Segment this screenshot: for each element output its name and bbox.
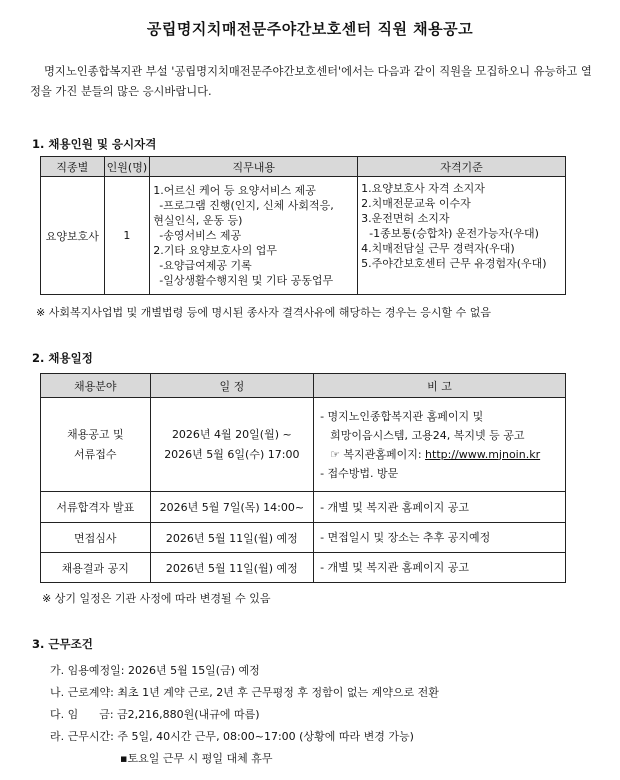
intro-paragraph: 명지노인종합복지관 부설 '공립명지치매전문주야간보호센터'에서는 다음과 같이 직원을 모집하오니 유능하고 열정을 가진 분들의 많은 응시바랍니다. — [30, 65, 592, 98]
table-row — [41, 523, 566, 553]
remarks-cell: - 개별 및 복지관 홈페이지 공고 — [314, 553, 566, 583]
schedule-cell: 2026년 4월 20일(월) ~ 2026년 5월 6일(수) 17:00 — [150, 398, 313, 492]
section-2-note: ※ 상기 일정은 기관 사정에 따라 변경될 수 있음 — [42, 592, 271, 605]
field-cell: 채용결과 공지 — [41, 553, 151, 583]
duties-cell — [150, 177, 358, 295]
section-1-heading: 1. 채용인원 및 응시자격 — [32, 137, 157, 151]
duty-line: -송영서비스 제공 — [159, 229, 242, 242]
section-3-heading: 3. 근무조건 — [32, 637, 93, 651]
qualification-line: 2.치매전문교육 이수자 — [361, 197, 471, 210]
section-2-heading: 2. 채용일정 — [32, 351, 93, 365]
remarks-cell: - 개별 및 복지관 홈페이지 공고 — [314, 492, 566, 523]
header-field: 채용분야 — [41, 374, 151, 398]
table-row — [41, 492, 566, 523]
conditions-list — [50, 660, 439, 770]
duty-line: -일상생활수행지원 및 기타 공동업무 — [159, 274, 334, 287]
table-row — [41, 398, 566, 492]
qualification-line: 5.주야간보호센터 근무 유경험자(우대) — [361, 257, 547, 270]
header-job: 직종별 — [41, 157, 105, 177]
qualification-line: 4.치매전담실 근무 경력자(우대) — [361, 242, 515, 255]
list-item: 다. 임 금: 금2,216,880원(내규에 따름) — [50, 708, 260, 721]
list-item: 라. 근무시간: 주 5일, 40시간 근무, 08:00~17:00 (상황에 따라 변경 가능) — [50, 730, 414, 743]
section-1-note: ※ 사회복지사업법 및 개별법령 등에 명시된 종사자 결격사유에 해당하는 경우는 응시할 수 없음 — [36, 306, 491, 319]
header-qualifications: 자격기준 — [358, 157, 566, 177]
job-cell: 요양보호사 — [41, 177, 105, 295]
field-cell: 서류합격자 발표 — [41, 492, 151, 523]
duty-line: -요양급여제공 기록 — [159, 259, 252, 272]
duty-line: 현실인식, 운동 등) — [153, 214, 243, 227]
field-cell: 면접심사 — [41, 523, 151, 553]
list-item: ▪토요일 근무 시 평일 대체 휴무 — [120, 752, 273, 765]
duty-line: 1.어르신 케어 등 요양서비스 제공 — [153, 184, 316, 197]
qualification-line: 3.운전면허 소지자 — [361, 212, 450, 225]
count-cell: 1 — [104, 177, 150, 295]
duty-line: 2.기타 요양보호사의 업무 — [153, 244, 278, 257]
schedule-table — [40, 373, 566, 583]
header-schedule: 일 정 — [150, 374, 313, 398]
qualification-line: 1.요양보호사 자격 소지자 — [361, 182, 485, 195]
remarks-cell: - 명지노인종합복지관 홈페이지 및 희망이음시스템, 고용24, 복지넷 등 공고 ☞ 복지관홈페이지: http://www.mjnoin.kr - 접수방법. 방문 — [314, 398, 566, 492]
homepage-link[interactable]: http://www.mjnoin.kr — [425, 447, 541, 461]
remarks-cell: - 면접일시 및 장소는 추후 공지예정 — [314, 523, 566, 553]
schedule-cell: 2026년 5월 7일(목) 14:00~ — [150, 492, 313, 523]
list-item: 나. 근로계약: 최초 1년 계약 근로, 2년 후 근무평정 후 정함이 없는 계약으로 전환 — [50, 686, 439, 699]
duty-line: -프로그램 진행(인지, 신체 사회적응, — [159, 199, 334, 212]
page-title: 공립명지치매전문주야간보호센터 직원 채용공고 — [146, 20, 474, 38]
schedule-cell: 2026년 5월 11일(월) 예정 — [150, 553, 313, 583]
header-remarks: 비 고 — [314, 374, 566, 398]
qualifications-cell — [358, 177, 566, 295]
recruitment-table — [40, 156, 566, 295]
header-duties: 직무내용 — [150, 157, 358, 177]
table-row — [41, 553, 566, 583]
field-cell: 채용공고 및 서류접수 — [41, 398, 151, 492]
header-count: 인원(명) — [104, 157, 150, 177]
list-item: 가. 임용예정일: 2026년 5월 15일(금) 예정 — [50, 664, 260, 677]
qualification-line: -1종보통(승합차) 운전가능자(우대) — [369, 227, 539, 240]
schedule-cell: 2026년 5월 11일(월) 예정 — [150, 523, 313, 553]
